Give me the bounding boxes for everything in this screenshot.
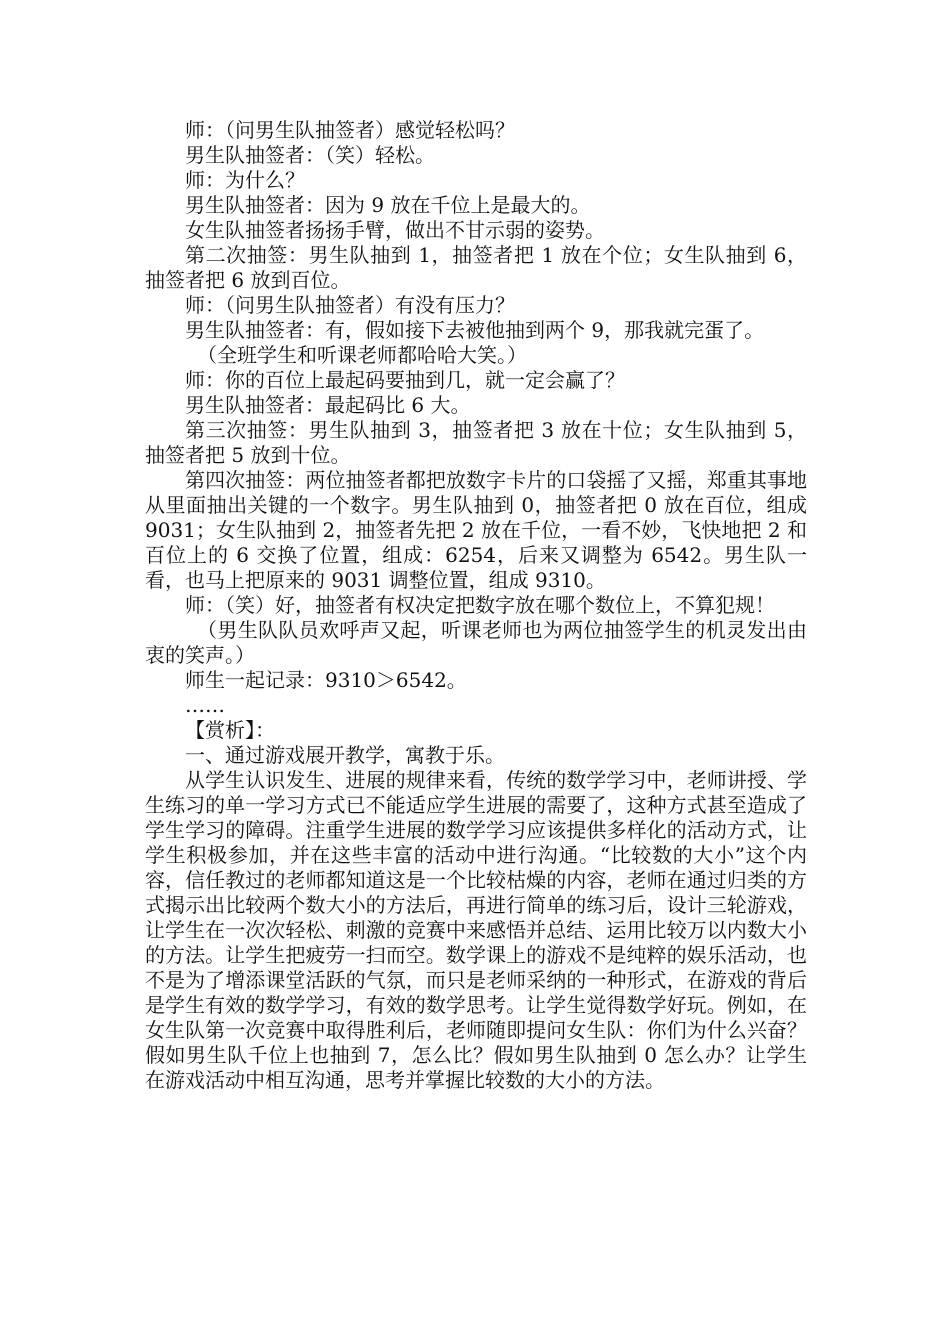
dialogue-line: 师：你的百位上最起码要抽到几，就一定会赢了？ [185, 368, 625, 392]
stage-note: （全班学生和听课老师都哈哈大笑。） [197, 343, 527, 367]
dialogue-line: 师：（笑）好，抽签者有权决定把数字放在哪个数位上，不算犯规！ [185, 593, 775, 617]
narration-paragraph: 第二次抽签：男生队抽到 1，抽签者把 1 放在个位；女生队抽到 6，抽签者把 6 放到百位。 [145, 243, 807, 292]
stage-note: （男生队队员欢呼声又起，听课老师也为两位抽签学生的机灵发出由衷的笑声。） [145, 618, 807, 667]
subsection-heading: 一、通过游戏展开教学，寓教于乐。 [185, 743, 505, 767]
dialogue-line: 男生队抽签者：（笑）轻松。 [185, 143, 435, 167]
narration-paragraph: 第三次抽签：男生队抽到 3，抽签者把 3 放在十位；女生队抽到 5，抽签者把 5 放到十位。 [145, 418, 807, 467]
dialogue-line: 男生队抽签者：最起码比 6 大。 [185, 393, 471, 417]
dialogue-line: 男生队抽签者：因为 9 放在千位上是最大的。 [185, 193, 591, 217]
narration-line: 师生一起记录：9310＞6542。 [185, 668, 467, 692]
narration-line: 女生队抽签者扬扬手臂，做出不甘示弱的姿势。 [185, 218, 605, 242]
document-body [145, 118, 807, 1093]
narration-paragraph: 第四次抽签：两位抽签者都把放数字卡片的口袋摇了又摇，郑重其事地从里面抽出关键的一个数字。男生队抽到 0，抽签者把 0 放在百位，组成 9031；女生队抽到 2，抽签者先把 2 放在千位，一看不妙，飞快地把 2 和百位上的 6 交换了位置，组成：6254，后来又调整为 6542。男生队一看，也马上把原来的 9031 调整位置，组成 9310。 [145, 468, 807, 592]
analysis-paragraph: 从学生认识发生、进展的规律来看，传统的数学学习中，老师讲授、学生练习的单一学习方式已不能适应学生进展的需要了，这种方式甚至造成了学生学习的障碍。注重学生进展的数学学习应该提供多样化的活动方式，让学生积极参加，并在这些丰富的活动中进行沟通。“比较数的大小”这个内容，信任教过的老师都知道这是一个比较枯燥的内容，老师在通过归类的方式揭示出比较两个数大小的方法后，再进行简单的练习后，设计三轮游戏，让学生在一次次轻松、刺激的竞赛中来感悟并总结、运用比较万以内数大小的方法。让学生把疲劳一扫而空。数学课上的游戏不是纯粹的娱乐活动，也不是为了增添课堂活跃的气氛，而只是老师采纳的一种形式，在游戏的背后是学生有效的数学学习，有效的数学思考。让学生觉得数学好玩。例如，在女生队第一次竞赛中取得胜利后，老师随即提问女生队：你们为什么兴奋？假如男生队千位上也抽到 7，怎么比？假如男生队抽到 0 怎么办？让学生在游戏活动中相互沟通，思考并掌握比较数的大小的方法。 [145, 768, 807, 1092]
section-heading: 【赏析】： [185, 718, 275, 742]
ellipsis-line: …… [185, 693, 225, 717]
dialogue-line: 师：（问男生队抽签者）有没有压力？ [185, 293, 515, 317]
dialogue-line: 师：为什么？ [185, 168, 305, 192]
dialogue-line: 男生队抽签者：有，假如接下去被他抽到两个 9，那我就完蛋了。 [185, 318, 765, 342]
dialogue-line: 师：（问男生队抽签者）感觉轻松吗？ [185, 118, 515, 142]
